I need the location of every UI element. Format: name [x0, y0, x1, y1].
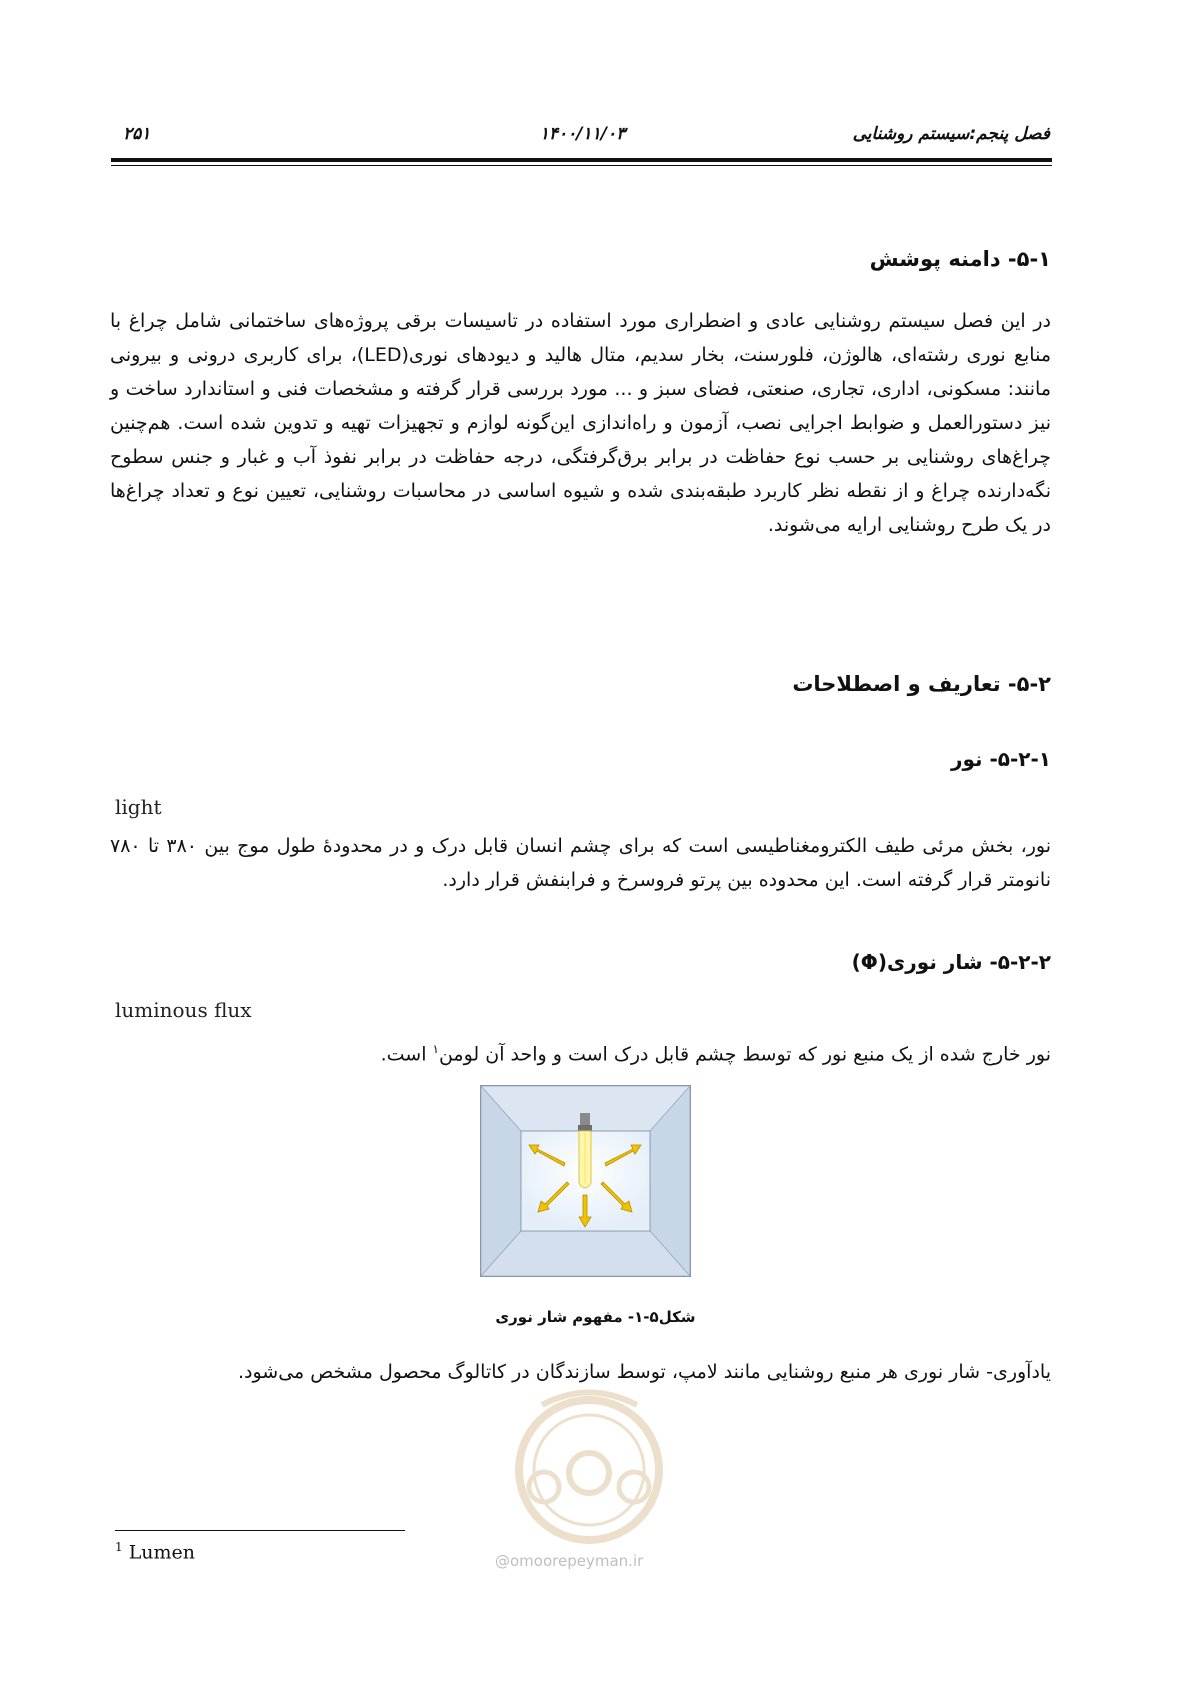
english-term-luminous-flux: luminous flux	[115, 998, 252, 1022]
scope-line: مانند: مسکونی، اداری، تجاری، صنعتی، فضای سبز و ... مورد بررسی قرار گرفته و مشخصات فنی و استاندارد ساخت و	[110, 378, 1051, 400]
watermark-text: @omoorepeyman.ir	[495, 1552, 644, 1570]
footnote-reference: ۱	[432, 1042, 439, 1056]
scope-line: منابع نوری رشته‌ای، هالوژن، فلورسنت، بخار سدیم، متال هالید و دیودهای نوری(LED)، برای کاربری درونی و بیرونی	[110, 344, 1051, 366]
page-number: ۲۵۱	[123, 124, 151, 144]
scope-line: چراغ‌های روشنایی بر حسب نوع حفاظت در برابر برق‌گرفتگی، درجه حفاظت در برابر نفوذ آب و غبار و جنس سطوح	[110, 446, 1051, 468]
header-rule-thin	[111, 165, 1052, 166]
running-header	[115, 124, 1050, 150]
subsection-heading-light: ۵-۲-۱- نور	[950, 747, 1051, 771]
watermark-logo-icon	[482, 1375, 697, 1550]
luminous-flux-tail: است.	[380, 1043, 433, 1066]
light-line: نور، بخش مرئی طیف الکترومغناطیسی است که برای چشم انسان قابل درک و در محدودهٔ طول موج بین ۳۸۰ تا ۷۸۰	[110, 835, 1051, 857]
scope-line: در یک طرح روشنایی ارایه می‌شوند.	[767, 514, 1051, 536]
lamp-cap	[578, 1125, 592, 1131]
light-line: نانومتر قرار گرفته است. این محدوده بین پرتو فروسرخ و فرابنفش قرار دارد.	[442, 869, 1051, 891]
footnote-text: Lumen	[128, 1541, 196, 1564]
footnote-rule	[115, 1530, 405, 1531]
figure-caption: شکل۵-۱- مفهوم شار نوری	[495, 1308, 696, 1326]
header-rule-thick	[111, 158, 1052, 162]
english-term-light: light	[115, 795, 162, 819]
section-heading-scope: ۵-۱- دامنه پوشش	[869, 247, 1051, 271]
footnote-number: 1	[115, 1540, 123, 1554]
scope-paragraph	[110, 304, 1051, 542]
footnote	[115, 1540, 195, 1563]
luminous-flux-figure	[480, 1085, 691, 1277]
subsection-heading-luminous-flux: ۵-۲-۲- شار نوری(Φ)	[851, 950, 1051, 974]
scope-line: نیز دستورالعمل و ضوابط اجرایی نصب، آزمون و راه‌اندازی این‌گونه لوازم و تجهیزات تهیه و تدوین شده است. هم‌چنین	[110, 412, 1051, 434]
header-date: ۱۴۰۰/۱۱/۰۳	[539, 124, 626, 144]
chapter-title: فصل پنجم:سیستم روشنایی	[852, 124, 1050, 144]
section-heading-definitions: ۵-۲- تعاریف و اصطلاحات	[792, 672, 1051, 696]
note-line: یادآوری- شار نوری هر منبع روشنایی مانند لامپ، توسط سازندگان در کاتالوگ محصول مشخص می‌شود.	[237, 1361, 1051, 1383]
scope-line: نگه‌دارنده چراغ و از نقطه نظر کاربرد طبقه‌بندی شده و شیوه اساسی در محاسبات روشنایی، تعیین نوع و تعداد چراغ‌ها	[110, 480, 1051, 502]
luminous-flux-line	[110, 1032, 1051, 1071]
light-definition	[110, 829, 1051, 897]
luminous-flux-text: نور خارج شده از یک منبع نور که توسط چشم قابل درک است و واحد آن لومن	[438, 1043, 1051, 1066]
scope-line: در این فصل سیستم روشنایی عادی و اضطراری مورد استفاده در تاسیسات برقی پروژه‌های ساختمانی شامل چراغ با	[110, 310, 1051, 332]
luminous-flux-definition	[110, 1032, 1051, 1071]
lamp-base	[580, 1113, 590, 1127]
